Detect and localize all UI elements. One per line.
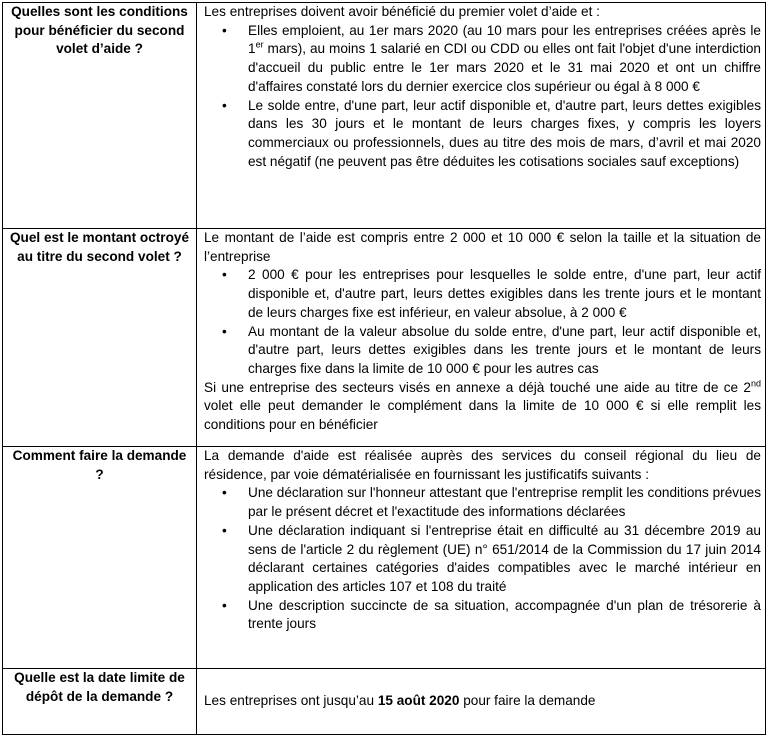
list-item: • Une description succincte de sa situation, accompagnée d'un plan de trésorerie à trente jours — [222, 597, 761, 632]
bullet-icon: • — [222, 323, 227, 339]
table-row — [3, 447, 766, 669]
table-row — [3, 669, 766, 735]
list-item: • Elles emploient, au 1er mars 2020 (au 10 mars pour les entreprises créées après le 1er mars), au moins 1 salarié en CDI ou CDD ou elles ont fait l'objet d'une interdiction d'accueil du public entre le 1er mars 2020 et le 31 mai 2020 et ont un chiffre d'affaires constaté lors du dernier exercice clos supérieur ou égal à 8 000 € — [222, 22, 761, 94]
question-cell — [3, 229, 197, 447]
deadline-date: 15 août 2020 — [377, 693, 460, 709]
list-item: • Le solde entre, d'une part, leur actif disponible et, d'autre part, leurs dettes exigibles dans les 30 jours et le montant de leurs charges fixes, y compris les loyers commerciaux ou professionnels, dues au titre des mois de mars, d’avril et mai 2020 est négatif (ne peuvent pas être déduites les cotisations sociales sauf exceptions) — [222, 97, 761, 169]
answer-intro: Le montant de l’aide est compris entre 2 000 et 10 000 € selon la taille et la situation de l’entreprise — [204, 230, 761, 264]
table-row — [3, 3, 766, 229]
bullet-icon: • — [222, 267, 227, 283]
answer-intro: La demande d'aide est réalisée auprès des services du conseil régional du lieu de résidence, par voie dématérialisée en fournissant les justificatifs suivants : — [204, 448, 761, 482]
answer-cell — [197, 447, 766, 669]
question-cell — [3, 669, 197, 735]
bullet-icon: • — [222, 22, 227, 38]
table-row — [3, 229, 766, 447]
question-text: Quelles sont les conditions pour bénéficier du second volet d’aide ? — [11, 4, 188, 57]
question-text: Comment faire la demande ? — [12, 448, 187, 482]
bullet-icon: • — [222, 97, 227, 113]
list-item: • 2 000 € pour les entreprises pour lesquelles le solde entre, d'une part, leur actif disponible et, d'autre part, leurs dettes exigibles dans les trente jours et le montant de leurs charges fixe est inférieur, en valeur absolue, à 2 000 € — [222, 267, 761, 320]
bullet-list — [204, 22, 761, 172]
list-item: • Une déclaration indiquant si l'entreprise était en difficulté au 31 décembre 2019 au sens de l'article 2 du règlement (UE) n° 651/2014 de la Commission du 17 juin 2014 déclarant certaines catégories d'aides compatibles avec le marché intérieur en application des articles 107 et 108 du traité — [222, 522, 761, 594]
list-item: • Au montant de la valeur absolue du solde entre, d'une part, leur actif disponible et, d'autre part, leurs dettes exigibles dans les trente jours et le montant de leurs charges fixe dans la limite de 10 000 € pour les autres cas — [222, 323, 761, 376]
bullet-icon: • — [222, 597, 227, 613]
bullet-icon: • — [222, 485, 227, 501]
bullet-icon: • — [222, 522, 227, 538]
answer-intro: Les entreprises doivent avoir bénéficié du premier volet d’aide et : — [204, 4, 600, 19]
answer-cell — [197, 669, 766, 735]
faq-table — [2, 2, 766, 735]
answer-outro: Si une entreprise des secteurs visés en annexe a déjà touché une aide au titre de ce 2nd volet elle peut demander le complément dans la limite de 10 000 € si elle remplit les conditions pour en bénéficier — [204, 378, 761, 433]
answer-cell — [197, 229, 766, 447]
answer-cell — [197, 3, 766, 229]
question-text: Quelle est la date limite de dépôt de la demande ? — [14, 670, 185, 704]
bullet-list — [204, 266, 761, 378]
bullet-list — [204, 484, 761, 634]
question-cell — [3, 3, 197, 229]
question-text: Quel est le montant octroyé au titre du second volet ? — [9, 230, 190, 264]
question-cell — [3, 447, 197, 669]
answer-text: Les entreprises ont jusqu’au 15 août 2020 pour faire la demande — [204, 693, 596, 709]
list-item: • Une déclaration sur l'honneur attestant que l'entreprise remplit les conditions prévues par le présent décret et l'exactitude des informations déclarées — [222, 485, 761, 520]
